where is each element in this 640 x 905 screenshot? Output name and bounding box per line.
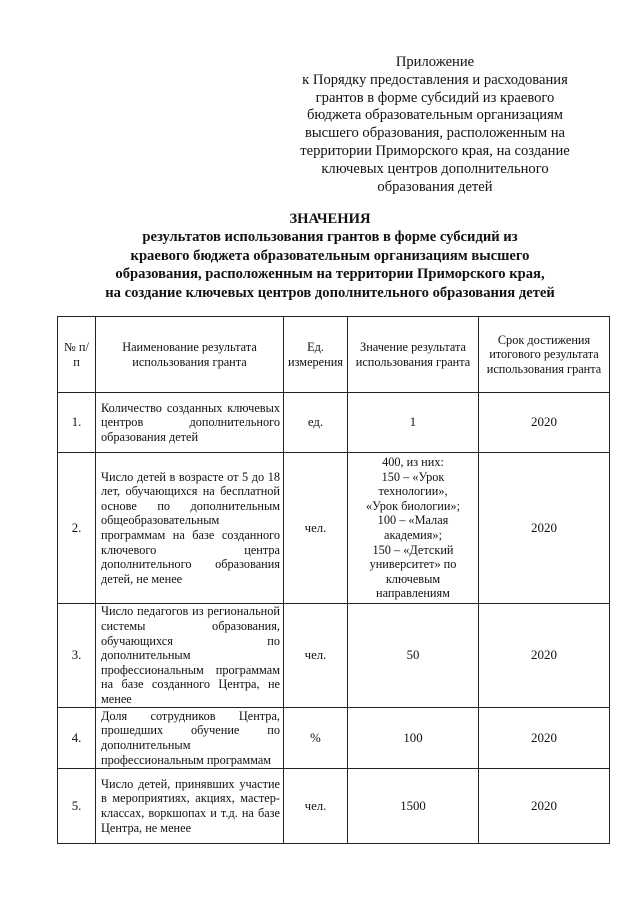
appendix-line: образования детей: [377, 178, 493, 195]
header-number: № п/п: [58, 317, 96, 393]
row-deadline: 2020: [479, 393, 610, 453]
row-unit: чел.: [284, 604, 348, 708]
row-unit: ед.: [284, 393, 348, 453]
heading-line: краевого бюджета образовательным организациям высшего: [130, 247, 530, 264]
value-line: 150 – «Детский университет» по ключевым направлениям: [369, 542, 457, 601]
heading-line: результатов использования грантов в форме субсидий из: [142, 229, 518, 246]
header-unit: Ед. измерения: [284, 317, 348, 393]
table-row: [58, 453, 610, 604]
row-unit: чел.: [284, 453, 348, 604]
document-heading: [60, 210, 600, 302]
table-row: [58, 708, 610, 769]
row-deadline: 2020: [479, 453, 610, 604]
table-header-row: [58, 317, 610, 393]
header-deadline: Срок достижения итогового результата использования гранта: [479, 317, 610, 393]
appendix-line: к Порядку предоставления и расходования: [302, 71, 568, 88]
row-value: [348, 604, 479, 708]
row-number: 4.: [58, 708, 96, 769]
value-line: 100 – «Малая академия»;: [377, 513, 449, 542]
heading-line: на создание ключевых центров дополнительного образования детей: [105, 284, 555, 301]
value-line: «Урок биологии»;: [366, 498, 460, 513]
row-value: [348, 708, 479, 769]
value-line: 100: [403, 730, 423, 745]
header-value: Значение результата использования гранта: [348, 317, 479, 393]
appendix-line: территории Приморского края, на создание: [300, 142, 570, 159]
row-deadline: 2020: [479, 604, 610, 708]
appendix-line: ключевых центров дополнительного: [321, 160, 549, 177]
row-deadline: 2020: [479, 708, 610, 769]
row-name: Число детей, принявших участие в мероприятиях, акциях, мастер-классах, воркшопах и т.д. на базе Центра, не менее: [96, 769, 284, 844]
appendix-line: Приложение: [395, 54, 475, 70]
row-value: [348, 453, 479, 604]
row-name: Доля сотрудников Центра, прошедших обучение по дополнительным профессиональным программам: [96, 708, 284, 769]
row-number: 1.: [58, 393, 96, 453]
appendix-line: грантов в форме субсидий из краевого: [315, 89, 555, 106]
heading-title: ЗНАЧЕНИЯ: [289, 211, 371, 227]
row-name: Количество созданных ключевых центров дополнительного образования детей: [96, 393, 284, 453]
row-name: Число детей в возрасте от 5 до 18 лет, обучающихся на бесплатной основе по дополнительным общеобразовательным программам на базе созданного ключевого центра дополнительного образования детей, не менее: [96, 453, 284, 604]
row-value: [348, 393, 479, 453]
row-number: 3.: [58, 604, 96, 708]
row-unit: %: [284, 708, 348, 769]
row-unit: чел.: [284, 769, 348, 844]
value-line: 150 – «Урок технологии»,: [378, 469, 448, 499]
row-deadline: 2020: [479, 769, 610, 844]
value-line: 50: [406, 648, 420, 663]
row-value: [348, 769, 479, 844]
table-row: [58, 393, 610, 453]
appendix-line: бюджета образовательным организациям: [306, 107, 564, 124]
value-line: 400, из них:: [382, 455, 444, 470]
results-table: [57, 316, 610, 844]
header-name: Наименование результата использования гранта: [96, 317, 284, 393]
row-number: 5.: [58, 769, 96, 844]
appendix-line: высшего образования, расположенным на: [304, 125, 566, 142]
heading-line: образования, расположенным на территории Приморского края,: [115, 266, 545, 283]
table-row: [58, 604, 610, 708]
row-number: 2.: [58, 453, 96, 604]
appendix-block: [290, 54, 580, 196]
value-line: 1500: [400, 798, 426, 813]
table-row: [58, 769, 610, 844]
value-line: 1: [409, 415, 417, 430]
row-name: Число педагогов из региональной системы образования, обучающихся по дополнительным профессиональным программам на базе созданного Центра, не менее: [96, 604, 284, 708]
